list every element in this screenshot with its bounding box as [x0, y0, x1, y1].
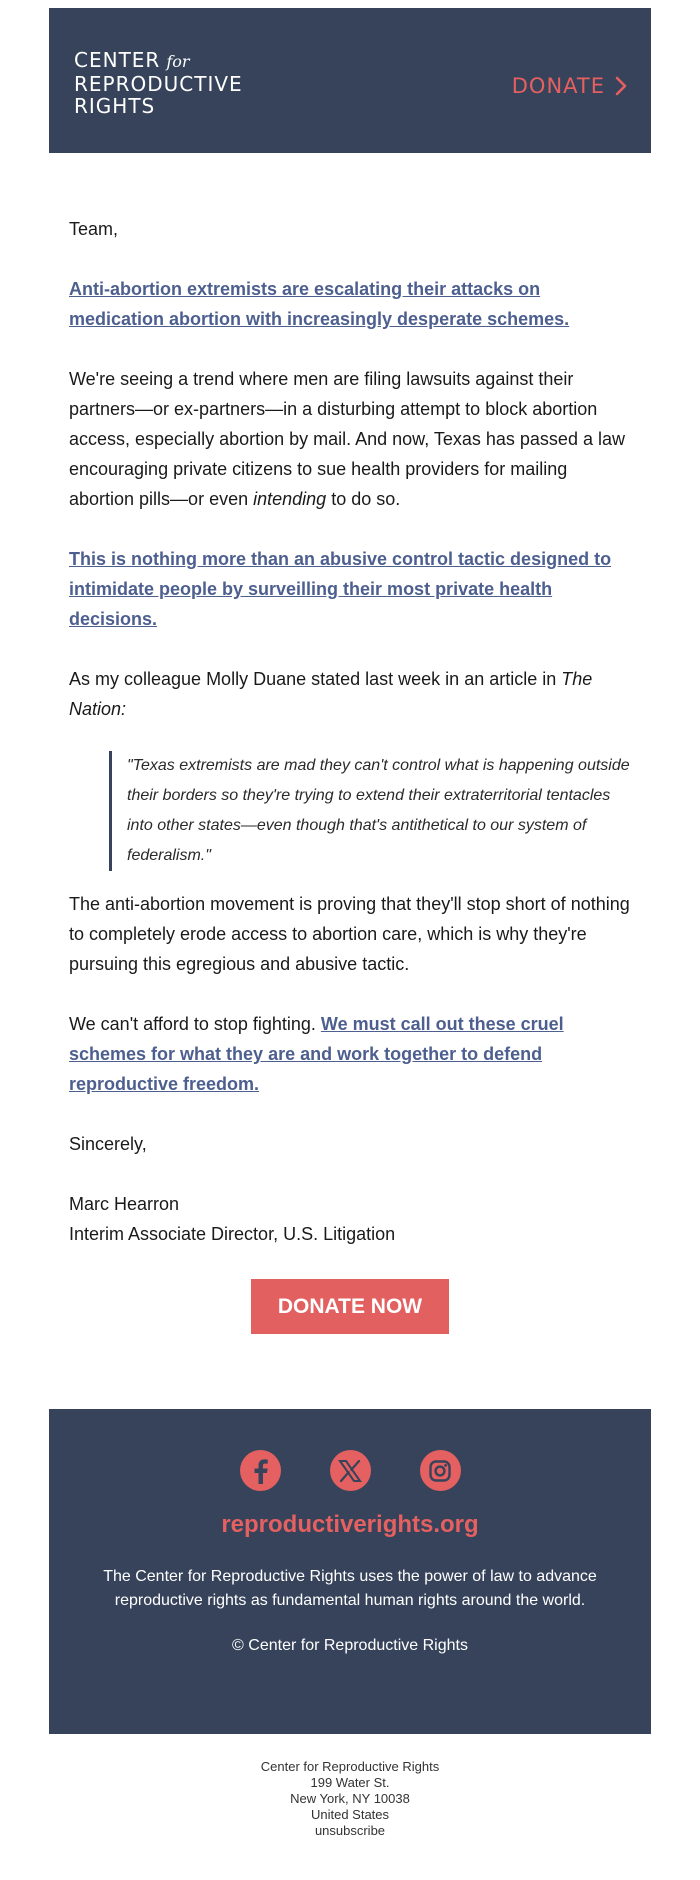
address-country: United States	[310, 1807, 390, 1822]
address-street: 199 Water St.	[310, 1775, 390, 1790]
chevron-right-icon	[615, 76, 627, 96]
call-out-link[interactable]: We must call out these cruel schemes for what they are and work together to defend reproductive freedom.	[69, 1014, 564, 1094]
header-banner	[49, 8, 651, 153]
paragraph-trend-text: We're seeing a trend where men are filing lawsuits against their partners—or ex-partners—in a disturbing attempt to block abortion access, especially abortion by mail. And now, Texas has passed a law encouraging private citizens to sue health providers for mailing abortion pills—or even	[69, 369, 625, 509]
logo-for: for	[166, 52, 190, 71]
signer-name: Marc Hearron	[69, 1194, 180, 1214]
postal-address	[49, 1759, 651, 1839]
paragraph-movement: The anti-abortion movement is proving that they'll stop short of nothing to completely erode access to abortion care, which is why they're pursuing this egregious and abusive tactic.	[69, 894, 630, 974]
x-link[interactable]	[330, 1450, 371, 1491]
paragraph-colleague-text: As my colleague Molly Duane stated last week in an article in	[69, 669, 562, 689]
x-icon	[338, 1459, 362, 1483]
closing: Sincerely,	[69, 1134, 147, 1154]
facebook-icon	[249, 1458, 271, 1484]
paragraph-colleague	[69, 664, 631, 724]
donate-header-label: DONATE	[511, 74, 605, 98]
logo-line-rights: RIGHTS	[74, 94, 156, 118]
email-container	[49, 8, 651, 1839]
paragraph-trend-end: to do so.	[326, 489, 401, 509]
footer	[49, 1409, 651, 1734]
publication-name: The Nation:	[69, 669, 593, 719]
donate-now-wrapper	[69, 1279, 631, 1334]
address-org: Center for Reproductive Rights	[260, 1759, 440, 1774]
logo-line-reproductive: REPRODUCTIVE	[74, 72, 243, 96]
blockquote: "Texas extremists are mad they can't control what is happening outside their borders so they're trying to extend their extraterritorial tentacles into other states—even though that's antithetical to our system of federalism."	[109, 751, 631, 871]
copyright: © Center for Reproductive Rights	[232, 1637, 468, 1654]
address-city: New York, NY 10038	[290, 1791, 410, 1806]
logo-line-center: CENTER	[74, 48, 161, 72]
instagram-icon	[428, 1459, 452, 1483]
unsubscribe-link[interactable]: unsubscribe	[314, 1823, 386, 1838]
paragraph-fighting	[69, 1009, 631, 1099]
website-link[interactable]: reproductiverights.org	[221, 1511, 479, 1538]
instagram-link[interactable]	[420, 1450, 461, 1491]
facebook-link[interactable]	[240, 1450, 281, 1491]
headline-paragraph	[69, 274, 631, 334]
signer-title: Interim Associate Director, U.S. Litigation	[69, 1224, 396, 1244]
logo[interactable]	[74, 49, 243, 117]
email-body	[49, 214, 651, 1334]
paragraph-fighting-text: We can't afford to stop fighting.	[69, 1014, 321, 1034]
mission-statement: The Center for Reproductive Rights uses the power of law to advance reproductive rights as fundamental human rights around the world.	[103, 1568, 597, 1609]
donate-now-button[interactable]: DONATE NOW	[251, 1279, 449, 1334]
donate-header-link[interactable]	[512, 74, 627, 98]
headline-link[interactable]: Anti-abortion extremists are escalating their attacks on medication abortion with increasingly desperate schemes.	[69, 279, 570, 329]
paragraph-trend-italic: intending	[253, 489, 327, 509]
social-links	[49, 1409, 651, 1491]
paragraph-trend	[69, 364, 631, 514]
greeting: Team,	[69, 219, 119, 239]
control-tactic-link[interactable]: This is nothing more than an abusive control tactic designed to intimidate people by surveilling their most private health decisions.	[69, 549, 612, 629]
control-tactic-paragraph	[69, 544, 631, 634]
